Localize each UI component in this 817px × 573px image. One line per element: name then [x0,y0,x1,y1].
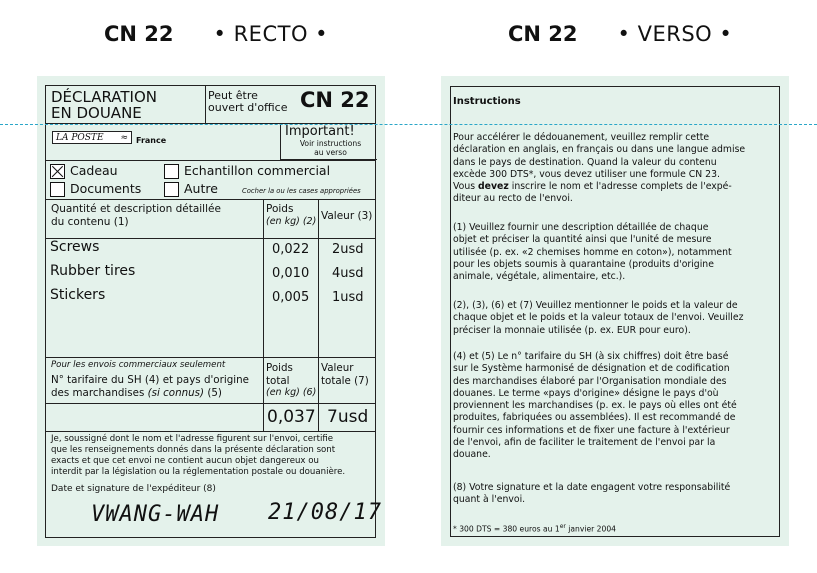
form-code: CN 22 [300,88,370,112]
valeur-totale-header [321,362,369,387]
label-cadeau: Cadeau [70,163,118,178]
col-valeur-header: Valeur (3) [321,210,373,222]
poids-total-line3: (en kg) (6) [266,387,317,398]
recto-header-side: • RECTO • [213,22,329,46]
instr-line: sur le Système harmonisé de désignation et de codification [453,363,730,375]
verso-header [508,22,732,46]
instr-line: (8) Votre signature et la date engagent votre responsabilité [453,482,731,493]
col-desc-line2: du contenu (1) [51,215,129,228]
instr-line: Vous [453,181,479,193]
col-desc-line1: Quantité et description détaillée [51,203,221,215]
checkbox-autre[interactable] [164,182,179,197]
instr-line: déclaration en anglais, en français ou dans une langue admise [453,144,746,156]
item-value: 2usd [332,242,364,257]
instr-line: Pour accélérer le dédouanement, veuillez remplir cette [453,132,710,143]
footnote-post: janvier 2004 [565,524,617,534]
poids-total-header [266,362,316,400]
footnote-sup: er [559,523,566,530]
peut-etre-ouvert [208,90,288,114]
instr-line: quant à l'envoi. [453,494,526,506]
item-desc: Stickers [50,287,106,303]
instr-line: dans le pays de destination. Quand la valeur du contenu [453,156,717,168]
cocher-note: Cocher la ou les cases appropriées [242,187,361,195]
fold-guide-line [0,124,817,125]
col-poids-line1: Poids [266,203,294,215]
recto-header [104,22,328,46]
instr-para-3 [453,351,765,462]
checkbox-documents[interactable] [50,182,65,197]
instr-line: inscrire le nom et l'adresse complets de l'expé- [508,181,732,193]
tarif-label [51,374,249,399]
poids-total-line1: Poids [266,362,293,374]
decl-line: Je, soussigné dont le nom et l'adresse figurent sur l'envoi, certifie [51,434,334,444]
label-documents: Documents [70,181,142,196]
voir-line1: Voir instructions [299,139,362,148]
la-poste-logo [52,131,132,144]
tarif-line2b: (si connus) [147,386,205,399]
col-poids-header [266,203,316,228]
instr-line: diteur au recto de l'envoi. [453,193,573,205]
instr-line: préciser la monnaie utilisée (p. ex. EUR pour euro). [453,324,691,336]
instr-line: utilisée (p. ex. «2 chemises homme en coton»), notamment [453,246,732,258]
form-title-line2: EN DOUANE [51,104,142,122]
form-title-line1: DÉCLARATION [51,88,157,106]
col-desc-header [51,203,221,228]
date-signature-label: Date et signature de l'expéditeur (8) [51,484,216,494]
footnote [453,521,765,536]
instr-line: (4) et (5) Le n° tarifaire du SH (à six chiffres) doit être basé [453,351,729,362]
commercial-note: Pour les envois commerciaux seulement [51,360,226,370]
instr-line: objet et préciser la quantité ainsi que l'unité de mesure [453,234,712,246]
instr-line: chaque objet et le poids et la valeur totaux de l'envoi. Veuillez [453,312,744,324]
instr-line: des marchandises élaboré par l'Organisation mondiale des [453,375,727,387]
country-label: France [136,136,167,145]
recto-header-code: CN 22 [104,22,174,46]
decl-line: interdit par la législation ou la réglementation postale ou douanière. [51,467,346,477]
tarif-line1: N° tarifaire du SH (4) et pays d'origine [51,374,249,386]
instr-para-4 [453,482,765,507]
item-desc: Screws [50,239,100,255]
instr-line: excède 300 DTS*, vous devez utiliser une formule CN 23. [453,168,720,180]
item-weight: 0,022 [272,242,310,257]
peut-line2: ouvert d'office [208,101,288,114]
decl-line: que les renseignements donnés dans la présente déclaration sont [51,445,336,455]
verso-card [441,76,789,546]
instructions-title: Instructions [453,96,521,107]
instr-line: douane. [453,449,491,461]
tarif-line2a: des marchandises [51,386,148,399]
instr-line: produites, fabriquées ou assemblées). Il est recommandé de [453,412,736,424]
instr-line: de l'envoi, afin de faciliter le traitement de l'envoi par la [453,437,716,449]
instr-line: (1) Veuillez fournir une description détaillée de chaque [453,222,709,233]
instr-line: fournir ces informations et de fixer une facture à l'extérieur [453,424,730,436]
checkbox-echantillon[interactable] [164,164,179,179]
total-value: 7usd [327,407,369,427]
declaration-text [51,434,373,478]
item-weight: 0,010 [272,266,310,281]
voir-line2: au verso [314,147,347,157]
verso-header-side: • VERSO • [617,22,733,46]
voir-instructions [293,140,368,157]
instr-para-1 [453,222,765,283]
valeur-totale-line2: totale (7) [321,374,369,387]
item-value: 1usd [332,290,364,305]
label-autre: Autre [184,181,218,196]
signature: VWANG-WAH [91,502,220,527]
verso-header-code: CN 22 [508,22,578,46]
peut-line1: Peut être [208,89,258,102]
instr-line: animale, végétale, alimentaire, etc.). [453,271,626,283]
form-title [51,89,157,121]
item-value: 4usd [332,266,364,281]
footnote-pre: * 300 DTS = 380 euros au 1 [453,524,560,534]
col-poids-line2: (en kg) (2) [266,215,317,227]
instr-line: douanes. Le terme «pays d'origine» désigne le pays d'où [453,387,719,399]
signature-date: 21/08/17 [268,500,382,525]
decl-line: exacts et que cet envoi ne contient aucun objet dangereux ou [51,456,319,466]
important-box [280,123,377,160]
logo-bird-icon: ≈ [120,133,128,143]
poids-total-line2: total [266,374,290,387]
important-label: Important! [285,124,355,139]
recto-card [37,76,385,546]
instr-line: (2), (3), (6) et (7) Veuillez mentionner le poids et la valeur de [453,300,738,311]
item-desc: Rubber tires [50,263,136,279]
logo-text: LA POSTE [56,133,104,143]
instr-line: proviennent les marchandises (p. ex. le pays où elles ont été [453,400,737,412]
valeur-totale-line1: Valeur [321,362,354,374]
instr-bold: devez [478,181,509,193]
instr-line: pour les objets soumis à quarantaine (produits d'origine [453,258,714,270]
checkbox-cadeau[interactable] [50,164,65,179]
label-echantillon: Echantillon commercial [184,163,331,178]
instr-para-intro [453,132,765,206]
tarif-line2c: (5) [204,386,222,399]
total-weight: 0,037 [267,407,316,427]
instr-para-2 [453,300,765,337]
customs-form [45,85,382,538]
item-weight: 0,005 [272,290,310,305]
